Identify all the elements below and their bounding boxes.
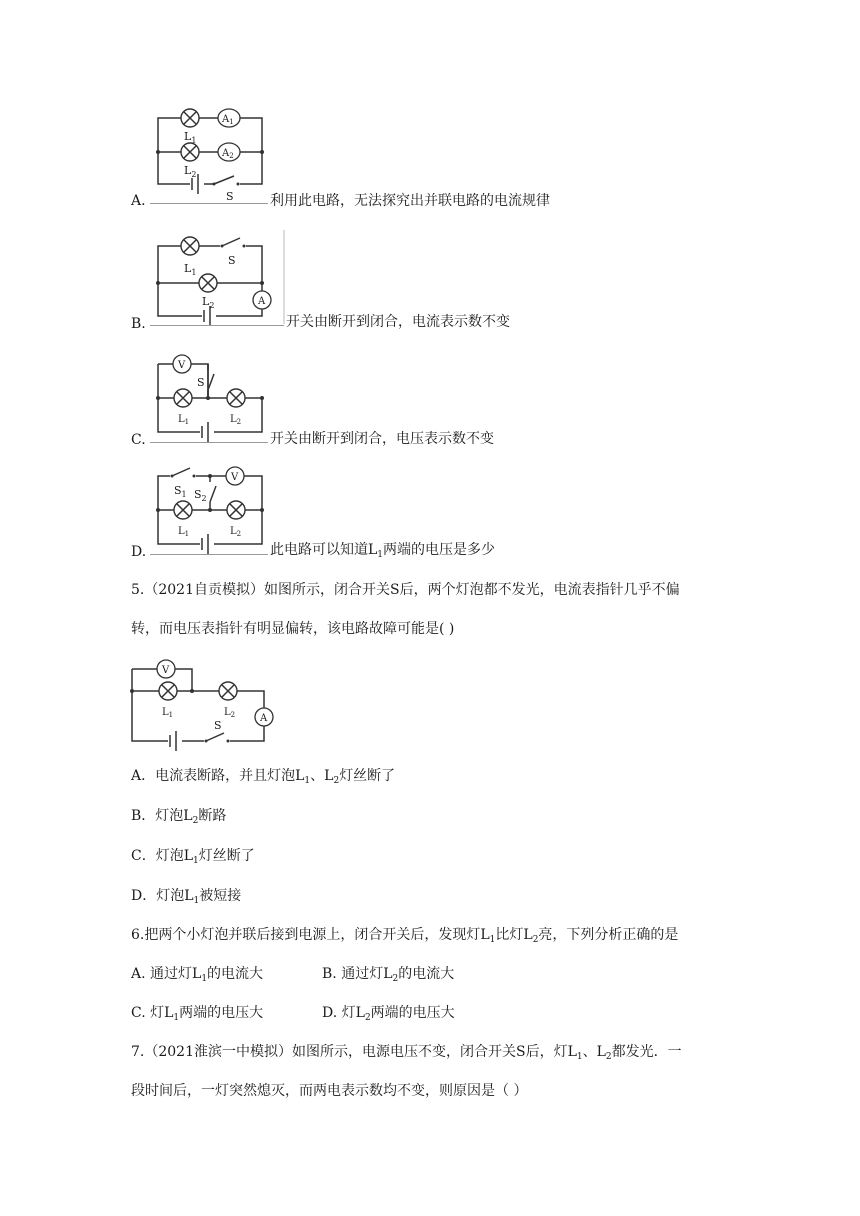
circuit-diagram-a [150, 100, 270, 203]
option-a-text: 利用此电路，无法探究出并联电路的电流规律 [270, 193, 550, 209]
option-b-text: 开关由断开到闭合，电流表示数不变 [286, 314, 510, 330]
lamp-l1-icon [181, 237, 199, 255]
svg-text:V: V [162, 665, 170, 676]
svg-text:L1: $L_1$ [184, 130, 197, 145]
option-b: B. [131, 316, 146, 332]
lamp-l1-icon [181, 109, 199, 127]
svg-text:L2: $L_2$ [230, 414, 242, 426]
svg-text:S: S [226, 190, 234, 203]
svg-text:V: V [178, 360, 186, 371]
q7-stem-line1: 7.（2021淮滨一中模拟）如图所示，电源电压不变，闭合开关S后，灯$L_1$、$L_2$都发光．一 [131, 1044, 682, 1062]
q5-stem-line1: 5.（2021自贡模拟）如图所示，闭合开关S后，两个灯泡都不发光，电流表指针几乎不偏 [131, 582, 680, 598]
circuit-diagram-c [150, 350, 270, 445]
q6-option-c: C. 灯$L_1$两端的电压大 [131, 1005, 264, 1023]
circuit-diagram-d [150, 462, 270, 557]
svg-text:S: S [228, 254, 236, 267]
lamp-l2-icon [227, 501, 245, 519]
q5-option-b: B．灯泡$L_2$断路 [131, 808, 227, 826]
q5-option-a: A．电流表断路，并且灯泡$L_1$、$L_2$灯丝断了 [131, 768, 396, 786]
option-d-text: 此电路可以知道$L_1$两端的电压是多少 [270, 542, 496, 560]
svg-text:L2: $L_2$ [184, 164, 197, 179]
svg-text:L1: $L_1$ [178, 414, 190, 426]
svg-text:L1: $L_1$ [178, 526, 190, 538]
q5-option-d: D．灯泡$L_1$被短接 [131, 888, 242, 906]
option-d: D. [131, 544, 147, 560]
option-letter: A. [131, 193, 146, 209]
svg-text:S1: $S_1$ [174, 484, 187, 499]
q7-stem-line2: 段时间后，一灯突然熄灭，而两电表示数均不变，则原因是（ ） [131, 1083, 528, 1099]
q6-option-d: D. 灯$L_2$两端的电压大 [322, 1005, 455, 1023]
option-c-text: 开关由断开到闭合，电压表示数不变 [270, 431, 494, 447]
lamp-l2-icon [199, 274, 217, 292]
lamp-l2-icon [227, 389, 245, 407]
svg-text:S: S [214, 719, 222, 732]
svg-text:L2: $L_2$ [230, 526, 242, 538]
svg-text:A: A [258, 296, 266, 307]
lamp-l1-icon [174, 501, 192, 519]
svg-text:S2: $S_2$ [194, 488, 207, 503]
svg-text:S: S [197, 376, 205, 389]
lamp-l1-icon [159, 682, 177, 700]
q5-option-c: C．灯泡$L_1$灯丝断了 [131, 848, 255, 866]
svg-text:L1: $L_1$ [162, 707, 174, 719]
svg-text:L2: $L_2$ [224, 707, 236, 719]
circuit-diagram-b [150, 228, 285, 328]
q6-option-a: A. 通过灯$L_1$的电流大 [131, 966, 264, 984]
option-a [131, 192, 146, 210]
lamp-l2-icon [219, 682, 237, 700]
svg-text:L2: $L_2$ [202, 295, 215, 310]
svg-text:V: V [231, 472, 239, 483]
switch-s2-icon [210, 486, 216, 502]
svg-text:A: A [260, 713, 268, 724]
circuit-diagram-q5 [128, 655, 273, 747]
option-c: C. [131, 432, 146, 448]
q6-option-b: B. 通过灯$L_2$的电流大 [322, 966, 455, 984]
svg-text:A1: $A_1$ [222, 114, 234, 126]
lamp-l2-icon [181, 143, 199, 161]
q6-stem: 6.把两个小灯泡并联后接到电源上，闭合开关后，发现灯$L_1$比灯$L_2$亮，下列分析正确的是 [131, 927, 679, 945]
switch-s-icon [208, 374, 214, 390]
svg-text:L1: $L_1$ [184, 262, 197, 277]
q5-stem-line2: 转，而电压表指针有明显偏转，该电路故障可能是( ) [131, 621, 455, 637]
lamp-l1-icon [174, 389, 192, 407]
svg-text:A2: $A_2$ [222, 148, 234, 160]
